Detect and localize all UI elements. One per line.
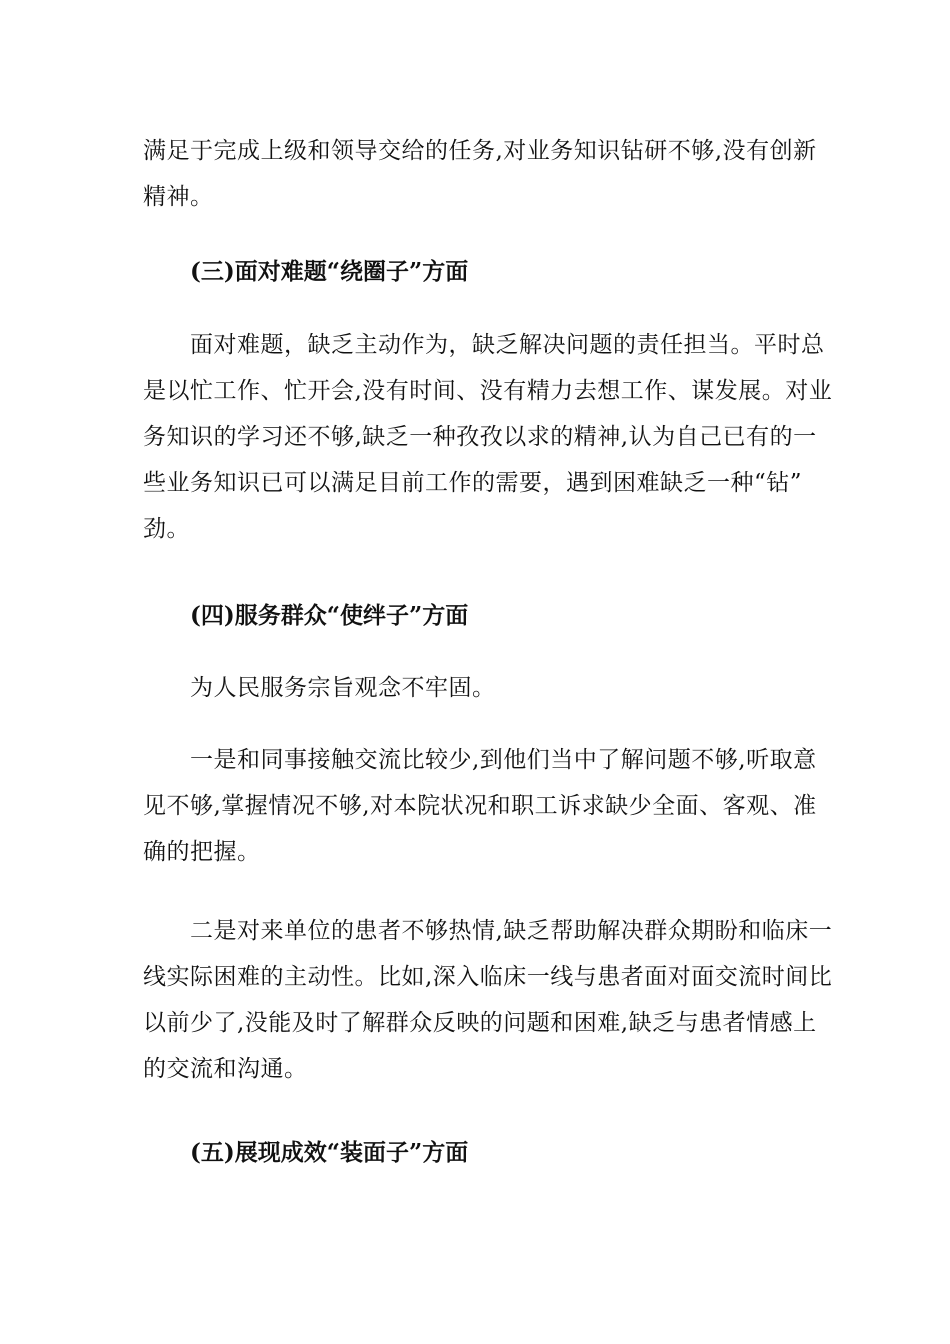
paragraph-line: 满足于完成上级和领导交给的任务,对业务知识钻研不够,没有创新 [143,138,817,164]
paragraph-2 [143,322,833,552]
paragraph-line: 精神。 [143,184,214,210]
paragraph-line: 的交流和沟通。 [143,1056,308,1082]
section-heading-3: (三)面对难题“绕圈子”方面 [190,258,469,285]
paragraph-4 [143,737,817,875]
paragraph-line: 为人民服务宗旨观念不牢固。 [143,675,496,701]
paragraph-line: 一是和同事接触交流比较少,到他们当中了解问题不够,听取意 [143,747,817,773]
paragraph-3 [143,665,807,711]
paragraph-line: 面对难题，缺乏主动作为，缺乏解决问题的责任担当。平时总 [143,332,825,358]
section-heading-5: (五)展现成效“装面子”方面 [190,1139,469,1166]
paragraph-1 [143,128,817,220]
paragraph-line: 二是对来单位的患者不够热情,缺乏帮助解决群众期盼和临床一 [143,918,833,944]
paragraph-line: 线实际困难的主动性。比如,深入临床一线与患者面对面交流时间比 [143,964,833,990]
paragraph-line: 务知识的学习还不够,缺乏一种孜孜以求的精神,认为自己已有的一 [143,424,817,450]
paragraph-line: 些业务知识已可以满足目前工作的需要，遇到困难缺乏一种“钻” [143,470,803,496]
paragraph-line: 是以忙工作、忙开会,没有时间、没有精力去想工作、谋发展。对业 [143,378,833,404]
paragraph-line: 以前少了,没能及时了解群众反映的问题和困难,缺乏与患者情感上 [143,1010,817,1036]
paragraph-line: 见不够,掌握情况不够,对本院状况和职工诉求缺少全面、客观、准 [143,793,817,819]
paragraph-line: 劲。 [143,516,190,542]
section-heading-4: (四)服务群众“使绊子”方面 [190,602,469,629]
paragraph-line: 确的把握。 [143,839,261,865]
paragraph-5 [143,908,833,1092]
